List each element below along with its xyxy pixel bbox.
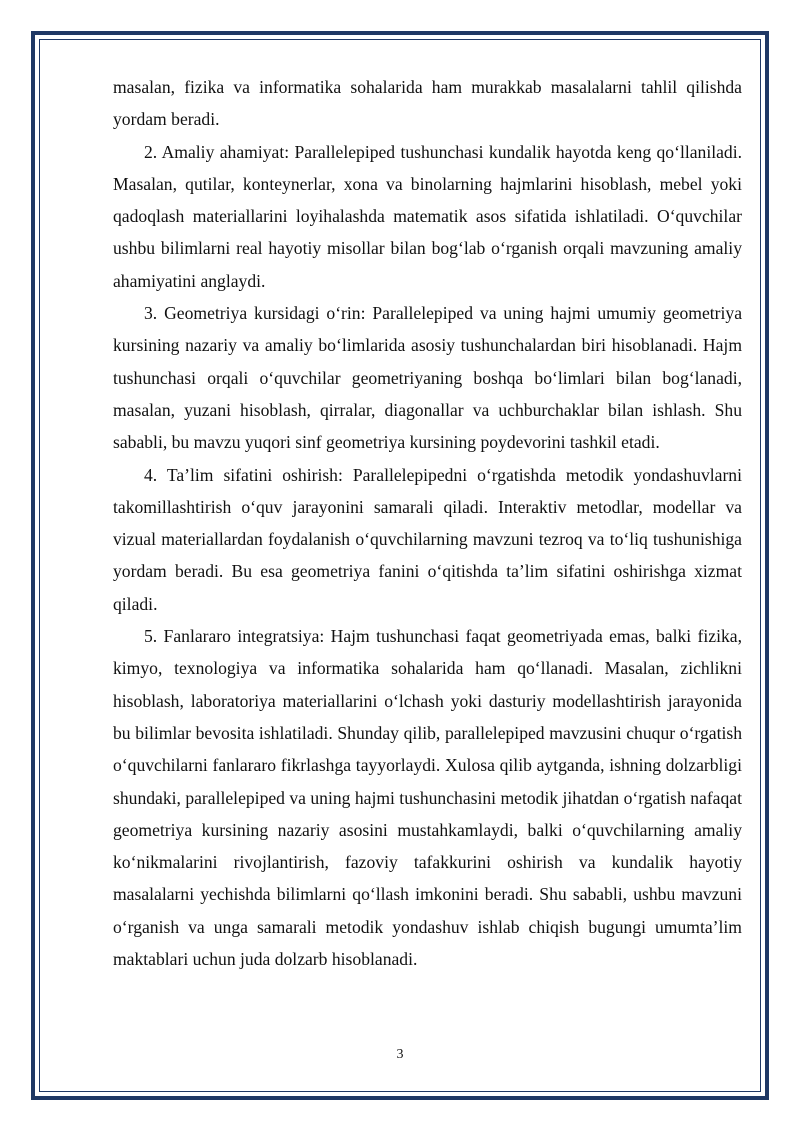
paragraph-geometriya-kursidagi-orin: 3. Geometriya kursidagi o‘rin: Parallelepiped va uning hajmi umumiy geometriya kursining nazariy va amaliy bo‘limlarida asosiy tushunchalardan biri hisoblanadi. Hajm tushunchasi orqali o‘quvchilar geometriyaning boshqa bo‘limlari bilan bog‘lanadi, masalan, yuzani hisoblash, qirralar, diagonallar va uchburchaklar bilan ishlash. Shu sababli, bu mavzu yuqori sinf geometriya kursining poydevorini tashkil etadi. xyxy=(113,303,742,453)
paragraph-talim-sifatini-oshirish: 4. Ta’lim sifatini oshirish: Parallelepipedni o‘rgatishda metodik yondashuvlarni takomillashtirish o‘quv jarayonini samarali qiladi. Interaktiv metodlar, modellar va vizual materiallardan foydalanish o‘quvchilarning mavzuni tezroq va to‘liq tushunishiga yordam beradi. Bu esa geometriya fanini o‘qitishda ta’lim sifatini oshirishga xizmat qiladi. xyxy=(113,464,742,614)
document-body xyxy=(113,71,742,975)
page-number: 3 xyxy=(396,1047,404,1062)
paragraph-amaliy-ahamiyat: 2. Amaliy ahamiyat: Parallelepiped tushunchasi kundalik hayotda keng qo‘llaniladi. Masalan, qutilar, konteynerlar, xona va binolarning hajmlarini hisoblash, mebel yoki qadoqlash materiallarini loyihalashda matematik asos sifatida ishlatiladi. O‘quvchilar ushbu bilimlarni real hayotiy misollar bilan bog‘lab o‘rganish orqali mavzuning amaliy ahamiyatini anglaydi. xyxy=(113,141,742,291)
paragraph-continuation: masalan, fizika va informatika sohalarida ham murakkab masalalarni tahlil qilishda yordam beradi. xyxy=(113,77,742,130)
paragraph-fanlararo-integratsiya: 5. Fanlararo integratsiya: Hajm tushunchasi faqat geometriyada emas, balki fizika, kimyo, texnologiya va informatika sohalarida ham qo‘llanadi. Masalan, zichlikni hisoblash, laboratoriya materiallarini o‘lchash yoki dasturiy modellashtirish jarayonida bu bilimlar bevosita ishlatiladi. Shunday qilib, parallelepiped mavzusini chuqur o‘rgatish o‘quvchilarni fanlararo fikrlashga tayyorlaydi. Xulosa qilib aytganda, ishning dolzarbligi shundaki, parallelepiped va uning hajmi tushunchasini metodik jihatdan o‘rgatish nafaqat geometriya kursining nazariy asosini mustahkamlaydi, balki o‘quvchilarning amaliy ko‘nikmalarini rivojlantirish, fazoviy tafakkurini oshirish va kundalik hayotiy masalalarni yechishda bilimlarni qo‘llash imkonini beradi. Shu sababli, ushbu mavzuni o‘rganish va unga samarali metodik yondashuv ishlab chiqish bugungi umumta’lim maktablari uchun juda dolzarb hisoblanadi. xyxy=(113,626,742,970)
